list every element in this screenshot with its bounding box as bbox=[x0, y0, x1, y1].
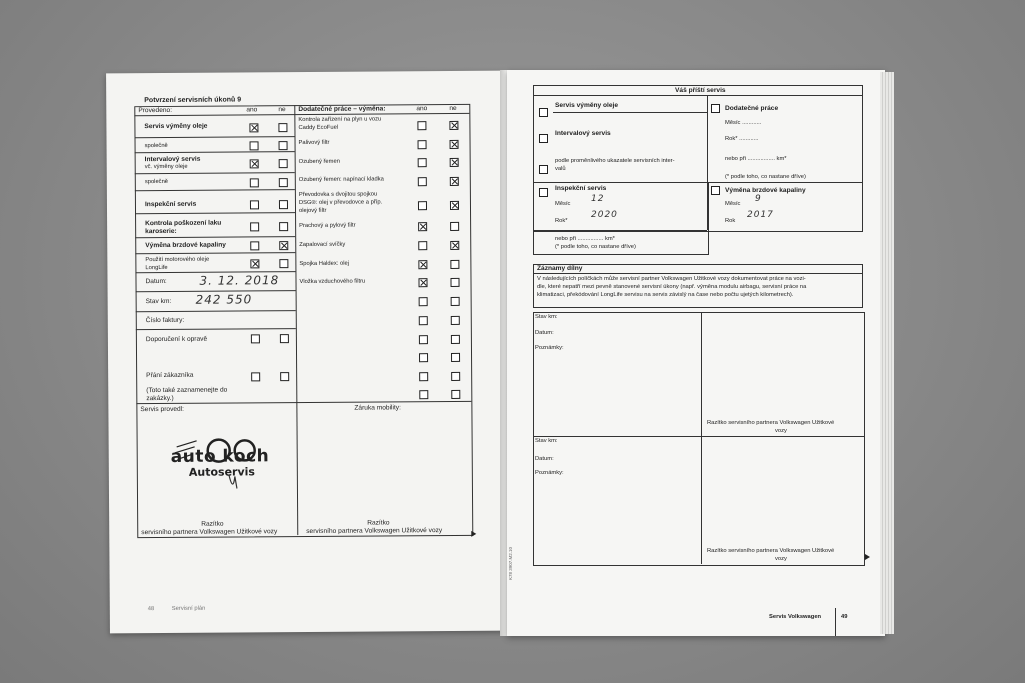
row-paint: Kontrola poškození laku bbox=[145, 219, 222, 228]
checkbox-blank6-yes[interactable] bbox=[419, 390, 428, 399]
checkbox-fuel-yes[interactable] bbox=[418, 140, 427, 149]
checkbox-longlife-yes[interactable] bbox=[250, 259, 259, 268]
checkbox-inspect-no[interactable] bbox=[279, 200, 288, 209]
row-haldex: Spojka Haldex: olej bbox=[299, 260, 350, 268]
stamp-label-1: Razítko bbox=[201, 520, 224, 528]
footer-right: Servis Volkswagen bbox=[769, 614, 822, 620]
row-belt: Ozubený řemen bbox=[298, 158, 340, 166]
left-page bbox=[106, 71, 506, 634]
next-extra-km: nebo při ................. km* bbox=[725, 156, 787, 162]
checkbox-haldex-no[interactable] bbox=[450, 260, 459, 269]
record1-stamp: Razítko servisního partnera Volkswagen Užitkové bbox=[707, 420, 835, 426]
autoservis-stamp bbox=[166, 422, 277, 503]
next-extra-year: Rok* ............ bbox=[725, 136, 759, 142]
checkbox-blank2-no[interactable] bbox=[451, 316, 460, 325]
handwritten-km: 242 550 bbox=[195, 292, 253, 307]
record2-km: Stav km: bbox=[535, 438, 558, 444]
records-text-3: klimatizaci, překódování LongLife servisu na servis závislý na čase nebo počtu ujetých kilometrech). bbox=[537, 292, 794, 298]
checkbox-oil-yes[interactable] bbox=[249, 123, 258, 132]
row-inspect: Inspekční servis bbox=[144, 200, 197, 209]
row-interval: Intervalový servis bbox=[144, 155, 201, 164]
checkbox-pollen-yes[interactable] bbox=[418, 222, 427, 231]
checkbox-brake-no[interactable] bbox=[279, 241, 288, 250]
checkbox-tensioner-no[interactable] bbox=[450, 177, 459, 186]
next-inspect-year: Rok* bbox=[555, 218, 568, 224]
checkbox-oil-no[interactable] bbox=[278, 123, 287, 132]
next-variable-label: podle proměnlivého ukazatele servisních inter- bbox=[555, 158, 675, 164]
checkbox-brake-yes[interactable] bbox=[250, 241, 259, 250]
row-recommend: Doporučení k opravě bbox=[145, 335, 208, 344]
checkbox-blank4-no[interactable] bbox=[451, 353, 460, 362]
row-air-filter: Vložka vzduchového filtru bbox=[299, 278, 366, 286]
checkbox-paint-no[interactable] bbox=[279, 222, 288, 231]
next-arrow-icon-right bbox=[865, 554, 870, 560]
stamp-label-4: servisního partnera Volkswagen Užitkové vozy bbox=[306, 527, 443, 536]
checkbox-wish-no[interactable] bbox=[280, 372, 289, 381]
checkbox-paint-yes[interactable] bbox=[250, 222, 259, 231]
col-no2: ne bbox=[449, 104, 457, 112]
records-title: Záznamy dílny bbox=[537, 265, 583, 272]
checkbox-together-no[interactable] bbox=[279, 141, 288, 150]
row-gas2: Caddy EcoFuel bbox=[298, 124, 339, 132]
row-spark: Zapalovací svíčky bbox=[299, 241, 346, 249]
page-title: Potvrzení servisních úkonů 9 bbox=[144, 96, 242, 105]
row-interval-oil: vč. výměny oleje bbox=[144, 163, 188, 171]
record2-date: Datum: bbox=[535, 456, 554, 462]
col-yes: ano bbox=[246, 106, 258, 114]
next-brake-label: Výměna brzdové kapaliny bbox=[725, 187, 806, 194]
stamp-label-2: servisního partnera Volkswagen Užitkové vozy bbox=[141, 528, 278, 537]
row-oil: Servis výměny oleje bbox=[144, 122, 208, 131]
checkbox-pollen-no[interactable] bbox=[450, 222, 459, 231]
row-wish3: zakázky.) bbox=[146, 394, 174, 403]
next-service-title: Váš příští servis bbox=[675, 87, 726, 94]
row-wish: Přání zákazníka bbox=[146, 371, 194, 380]
records-text-2: dle, které nepatří mezi pevně stanovené servisní úkony (např. výměna modulu airbagu, servisní práce na bbox=[537, 284, 807, 290]
checkbox-blank1-no[interactable] bbox=[451, 297, 460, 306]
row-brake: Výměna brzdové kapaliny bbox=[145, 241, 226, 250]
records-text-1: V následujících políčkách může servisní partner Volkswagen Užitkové vozy dokumentovat práce na vozi- bbox=[537, 276, 806, 282]
col-yes2: ano bbox=[416, 105, 428, 113]
checkbox-blank4-yes[interactable] bbox=[419, 353, 428, 362]
checkbox-gas-no[interactable] bbox=[449, 121, 458, 130]
row-together2: společně bbox=[144, 178, 169, 186]
logo-subtext: Autoservis bbox=[188, 465, 255, 479]
checkbox-next-variable[interactable] bbox=[539, 165, 548, 174]
next-inspect-month: Měsíc bbox=[555, 201, 571, 207]
row-invoice: Číslo faktury: bbox=[145, 316, 185, 325]
checkbox-spark-no[interactable] bbox=[450, 241, 459, 250]
performed-by-label: Servis provedl: bbox=[140, 405, 185, 414]
checkbox-blank5-yes[interactable] bbox=[419, 372, 428, 381]
record1-notes: Poznámky: bbox=[535, 345, 564, 351]
mobility-label: Záruka mobility: bbox=[354, 404, 401, 412]
print-code: K78 3907.M2.10 bbox=[508, 546, 513, 580]
checkbox-belt-yes[interactable] bbox=[418, 158, 427, 167]
row-gas: Kontrola zařízení na plyn u vozu bbox=[298, 116, 382, 124]
checkbox-haldex-yes[interactable] bbox=[418, 260, 427, 269]
page-number-right: 49 bbox=[841, 614, 848, 620]
row-dsg2: DSG®: olej v převodovce a příp. bbox=[298, 199, 383, 207]
handwritten-month2: 9 bbox=[755, 194, 762, 204]
checkbox-dsg-yes[interactable] bbox=[418, 201, 427, 210]
checkbox-blank3-no[interactable] bbox=[451, 335, 460, 344]
record1-stamp2: vozy bbox=[775, 428, 787, 434]
row-dsg3: olejový filtr bbox=[298, 207, 327, 215]
col-no: ne bbox=[278, 106, 286, 114]
next-inspect-km: nebo při ................ km* bbox=[555, 236, 615, 242]
record2-stamp: Razítko servisního partnera Volkswagen Užitkové bbox=[707, 548, 835, 554]
record1-date: Datum: bbox=[535, 330, 554, 336]
checkbox-fuel-no[interactable] bbox=[450, 140, 459, 149]
checkbox-together2-yes[interactable] bbox=[250, 178, 259, 187]
footer-left: Servisní plán bbox=[171, 605, 206, 612]
row-together: společně bbox=[144, 142, 168, 150]
row-dsg: Převodovka s dvojitou spojkou bbox=[298, 191, 378, 199]
record1-km: Stav km: bbox=[535, 314, 558, 320]
row-km: Stav km: bbox=[145, 297, 172, 306]
checkbox-air-yes[interactable] bbox=[418, 278, 427, 287]
next-extra-label: Dodatečné práce bbox=[725, 105, 779, 112]
row-wish2: (Toto také zaznamenejte do bbox=[146, 386, 228, 395]
record2-stamp2: vozy bbox=[775, 556, 787, 562]
checkbox-tensioner-yes[interactable] bbox=[418, 177, 427, 186]
row-paint2: karoserie: bbox=[145, 227, 177, 236]
records-grid bbox=[533, 312, 865, 566]
checkbox-next-oil[interactable] bbox=[539, 108, 548, 117]
row-pollen: Prachový a pylový filtr bbox=[299, 222, 356, 230]
row-longlife: Použití motorového oleje bbox=[145, 256, 210, 264]
next-inspect-note: (* podle toho, co nastane dříve) bbox=[555, 244, 636, 250]
checkbox-recommend-no[interactable] bbox=[280, 334, 289, 343]
checkbox-air-no[interactable] bbox=[450, 278, 459, 287]
checkbox-together-yes[interactable] bbox=[250, 141, 259, 150]
checkbox-spark-yes[interactable] bbox=[418, 241, 427, 250]
logo-text: auto koch bbox=[170, 446, 270, 467]
page-number-left: 48 bbox=[147, 606, 155, 613]
checkbox-next-extra[interactable] bbox=[711, 104, 720, 113]
row-date: Datum: bbox=[145, 277, 167, 286]
handwritten-year2: 2017 bbox=[747, 210, 774, 220]
col-performed: Provedeno: bbox=[138, 106, 173, 115]
checkbox-longlife-no[interactable] bbox=[279, 259, 288, 268]
next-inspect-label: Inspekční servis bbox=[555, 185, 607, 192]
checkbox-blank6-no[interactable] bbox=[451, 390, 460, 399]
handwritten-year1: 2020 bbox=[591, 210, 618, 220]
handwritten-month1: 12 bbox=[591, 194, 605, 204]
stamp-label-3: Razítko bbox=[367, 519, 390, 527]
next-extra-month: Měsíc ............ bbox=[725, 120, 762, 126]
checkbox-blank2-yes[interactable] bbox=[419, 316, 428, 325]
next-interval-label: Intervalový servis bbox=[555, 130, 611, 137]
checkbox-belt-no[interactable] bbox=[450, 158, 459, 167]
next-arrow-icon bbox=[471, 531, 476, 537]
checkbox-inspect-yes[interactable] bbox=[250, 200, 259, 209]
checkbox-recommend-yes[interactable] bbox=[251, 334, 260, 343]
checkbox-blank3-yes[interactable] bbox=[419, 335, 428, 344]
checkbox-interval-yes[interactable] bbox=[250, 159, 259, 168]
row-longlife2: LongLife bbox=[145, 264, 168, 272]
row-fuel-filter: Palivový filtr bbox=[298, 139, 330, 147]
checkbox-next-interval[interactable] bbox=[539, 134, 548, 143]
checkbox-dsg-no[interactable] bbox=[450, 201, 459, 210]
checkbox-next-brake[interactable] bbox=[711, 186, 720, 195]
col-extra: Dodatečné práce – výměna: bbox=[298, 105, 386, 114]
next-brake-month: Měsíc bbox=[725, 201, 741, 207]
next-oil-label: Servis výměny oleje bbox=[555, 102, 619, 109]
next-variable-label2: valů bbox=[555, 166, 566, 172]
page-edges bbox=[880, 72, 894, 634]
next-brake-year: Rok bbox=[725, 218, 736, 224]
checkbox-together2-no[interactable] bbox=[279, 178, 288, 187]
handwritten-date: 3. 12. 2018 bbox=[199, 273, 280, 288]
row-belt-tensioner: Ozubený řemen: napínací kladka bbox=[298, 176, 384, 184]
checkbox-wish-yes[interactable] bbox=[251, 372, 260, 381]
right-page bbox=[507, 70, 885, 636]
checkbox-blank1-yes[interactable] bbox=[419, 297, 428, 306]
checkbox-blank5-no[interactable] bbox=[451, 372, 460, 381]
checkbox-interval-no[interactable] bbox=[279, 159, 288, 168]
record2-notes: Poznámky: bbox=[535, 470, 564, 476]
checkbox-gas-yes[interactable] bbox=[417, 121, 426, 130]
next-extra-note: (* podle toho, co nastane dříve) bbox=[725, 174, 806, 180]
